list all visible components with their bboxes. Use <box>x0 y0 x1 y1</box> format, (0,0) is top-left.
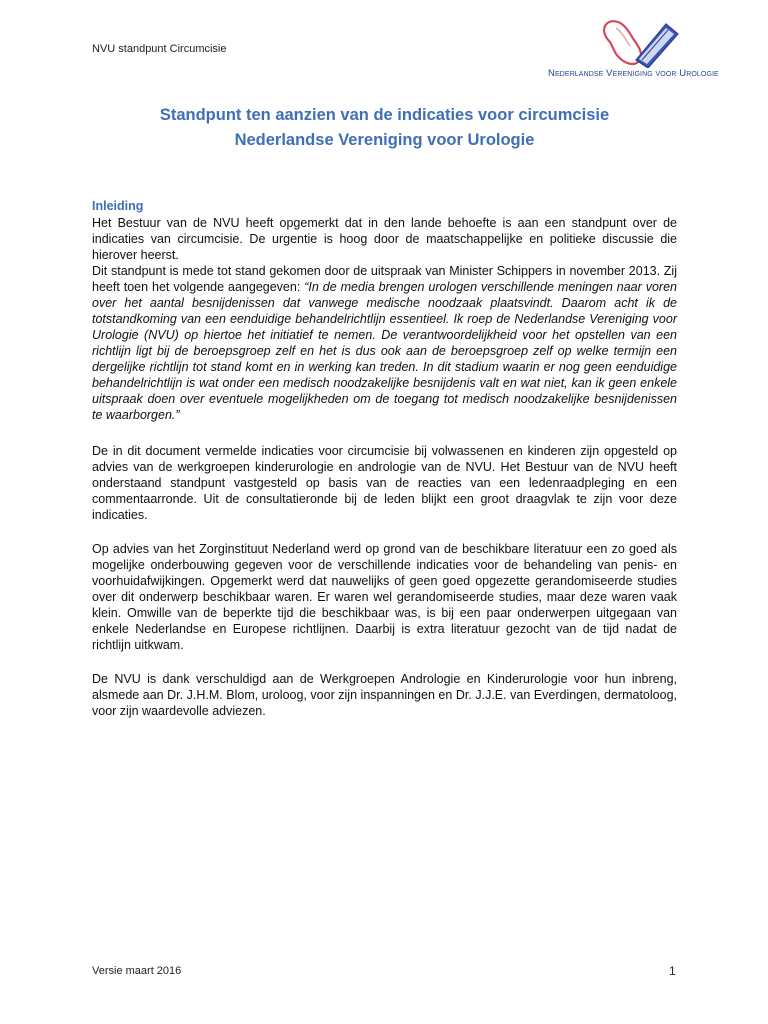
footer-version: Versie maart 2016 <box>92 965 182 977</box>
title-line-2: Nederlandse Vereniging voor Urologie <box>234 131 535 149</box>
nvu-logo <box>548 14 728 84</box>
paragraph-3: De in dit document vermelde indicaties voor circumcisie bij volwassenen en kinderen zijn opgesteld op advies van de werkgroepen kinderurologie en andrologie van de NVU. Het Bestuur van de NVU heeft onderstaand standpunt vastgesteld op basis van de reacties van een ledenraadpleging en een commentaarronde. Uit de consultatieronde bij de leden blijkt een groot draagvlak te zijn voor deze indicaties. <box>92 444 677 522</box>
paragraph-2 <box>92 263 677 423</box>
paragraph-4: Op advies van het Zorginstituut Nederland werd op grond van de beschikbare literatuur een zo goed als mogelijke onderbouwing gegeven voor de verschillende indicaties voor de behandeling van penis- en voorhuidafwijkingen. Opgemerkt werd dat nauwelijks of geen goed opgezette gerandomiseerde studies over dit onderwerp beschikbaar waren. Er waren wel gerandomiseerde studies, maar deze waren vaak klein. Omwille van de beperkte tijd die beschikbaar was, is bij een paar onderwerpen uitgegaan van enkele Nederlandse en Europese richtlijnen. Daarbij is extra literatuur gezocht van de tijd nadat de richtlijn uitkwam. <box>92 542 677 652</box>
logo-text: Nederlandse Vereniging voor Urologie <box>548 68 719 79</box>
nvu-logo-mark-icon <box>596 16 680 68</box>
paragraph-2-intro: Dit standpunt is mede tot stand gekomen door de uitspraak van Minister Schippers in november 2013. Zij heeft toen het volgende aangegeven: <box>92 264 677 294</box>
title-line-1: Standpunt ten aanzien van de indicaties voor circumcisie <box>159 106 610 124</box>
document-title <box>92 103 677 153</box>
running-header: NVU standpunt Circumcisie <box>92 43 227 55</box>
paragraph-5: De NVU is dank verschuldigd aan de Werkgroepen Andrologie en Kinderurologie voor hun inbreng, alsmede aan Dr. J.H.M. Blom, uroloog, voor zijn inspanningen en Dr. J.J.E. van Everdingen, dermatoloog, voor zijn waardevolle adviezen. <box>92 672 677 718</box>
minister-quote: “In de media brengen urologen verschillende meningen naar voren over het aantal besnijdenissen dat vanwege medische noodzaak plaatsvindt. Daarom acht ik de totstandkoming van een eenduidige behandelrichtlijn essentieel. Ik roep de Nederlandse Vereniging voor Urologie (NVU) op hiertoe het initiatief te nemen. De verantwoordelijkheid voor het opstellen van een richtlijn ligt bij de beroepsgroep zelf en het is dus ook aan de beroepsgroep zelf op welke termijn een dergelijke richtlijn tot stand komt en in werking kan treden. In dit stadium waarin er nog geen eenduidige behandelrichtlijn is wat onder een medisch noodzakelijke besnijdenis valt en wat niet, kan ik geen enkele uitspraak doen over eventuele mogelijkheden om de toegang tot medisch noodzakelijke besnijdenissen te waarborgen.” <box>92 280 677 422</box>
paragraph-1: Het Bestuur van de NVU heeft opgemerkt dat in den lande behoefte is aan een standpunt over de indicaties van circumcisie. De urgentie is hoog door de maatschappelijke en politieke discussie die hierover heerst. <box>92 216 677 262</box>
page-number: 1 <box>669 964 676 978</box>
section-heading: Inleiding <box>92 199 144 213</box>
